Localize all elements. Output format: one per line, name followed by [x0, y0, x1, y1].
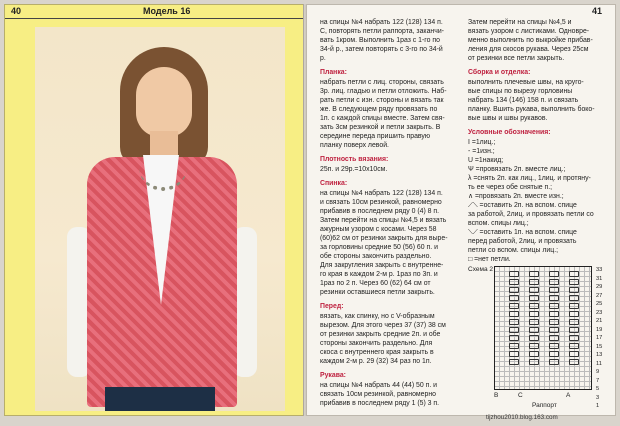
text-line: на спицы №4 набрать 122 (128) 134 п.: [320, 190, 443, 197]
row-label: 19: [596, 326, 603, 333]
row-label: 15: [596, 343, 603, 350]
row-label: 31: [596, 275, 603, 282]
row-labels: [596, 266, 602, 411]
text-line: скоса с внутреннего края закрыть в: [320, 349, 434, 356]
text-line: 25п. и 29р.=10х10см.: [320, 166, 388, 173]
left-page-header: [5, 5, 305, 19]
row-label: 21: [596, 318, 603, 324]
text-line: вать 1кром. Выполнить 1раз с 1-го по: [320, 37, 440, 44]
cable-column: [569, 271, 579, 387]
text-line: менно выполнить по выкройке прибав-: [468, 37, 593, 44]
text-line: связать 10см резинкой, равномерно: [320, 391, 436, 398]
text-line: каждом 2-м р. 29 (32) 34 раз по 1п.: [320, 358, 432, 365]
text-line: вязать, как спинку, но с V-образным: [320, 313, 435, 320]
legend-line: ⟋⟍ =оставить 2п. на вспом. спице: [468, 202, 577, 209]
instructions-column-1: [320, 18, 462, 413]
text-line: рать петли с изн. стороны и вязать так: [320, 97, 444, 104]
section-density: [320, 155, 462, 174]
text-line: р.: [320, 55, 326, 62]
instructions-column-2: [468, 18, 610, 269]
text-line: за горловины средние 50 (56) 60 п. и: [320, 244, 438, 251]
text-line: Для закругления закрыть с внутренне-: [320, 262, 444, 269]
text-line: от резинки все петли закрыть.: [468, 55, 565, 62]
text-line: на спицы №4 набрать 44 (44) 50 п. и: [320, 382, 438, 389]
right-page-number: 41: [592, 6, 603, 16]
text-line: планку поверх левой.: [320, 142, 389, 149]
text-line: ажурным узором с косами. Через 58: [320, 226, 437, 233]
section-back: [320, 179, 462, 297]
row-label: 5: [596, 386, 600, 392]
text-line: выполнить плечевые швы, на круго-: [468, 79, 584, 86]
row-label: 13: [596, 352, 603, 358]
text-line: от резинки закрыть средние 2п. и обе: [320, 331, 441, 338]
section-title: Перед:: [320, 303, 344, 310]
text-line: Затем перейти на спицы №4,5 и: [468, 19, 572, 26]
row-label: 33: [596, 267, 603, 273]
model-pants: [105, 387, 215, 411]
legend-line: Ψ =провязать 2п. вместе лиц.;: [468, 166, 566, 173]
section-front: [320, 302, 462, 366]
section-placket: [320, 68, 462, 150]
text-line: планку. Вшить рукава, выполнить боко-: [468, 106, 595, 113]
text-line: и связать 10см резинкой, равномерно: [320, 199, 442, 206]
text-line: стороны закончить раздельно. Для: [320, 340, 433, 347]
legend-line: I =1лиц.;: [468, 139, 496, 146]
legend-line: перед работой, 2лиц. и провязать: [468, 238, 577, 245]
text-line: вязать узором с листиками. Одновре-: [468, 28, 590, 35]
text-line: С, повторять петли раппорта, заканчи-: [320, 28, 444, 35]
section-legend: [468, 128, 610, 264]
section-title: Рукава:: [320, 372, 346, 379]
section-title: Условные обозначения:: [468, 129, 551, 136]
label-rapport: Раппорт: [532, 402, 557, 409]
legend-line: ∧ =провязать 2п. вместе изн.;: [468, 193, 564, 200]
text-line: 1п. с каждой спицы вместе. Затем свя-: [320, 115, 445, 122]
text-line: Затем перейти на спицы №4,5 и вязать: [320, 217, 447, 224]
legend-line: вспом. спицы лиц.;: [468, 220, 529, 227]
row-label: 1: [596, 403, 600, 409]
row-label: 27: [596, 292, 603, 299]
text-line: вые швы и швы рукавов.: [468, 115, 548, 122]
legend-line: ть ее через обе снятые п.;: [468, 184, 553, 191]
section-title: Сборка и отделка:: [468, 69, 531, 76]
left-page-number: 40: [11, 6, 22, 16]
section-sleeves: [320, 371, 462, 408]
schema-label: Схема 2: [468, 266, 493, 273]
row-label: 3: [596, 394, 600, 401]
section-title: Плотность вязания:: [320, 156, 389, 163]
section-assembly: [468, 68, 610, 123]
label-b: B: [494, 392, 499, 399]
knitting-chart: [468, 266, 614, 414]
intro-text-1: [320, 18, 462, 63]
chart-grid: [494, 266, 592, 390]
row-label: 23: [596, 309, 603, 316]
row-label: 11: [596, 360, 602, 367]
intro-text-2: [468, 18, 610, 63]
text-line: же. В следующем ряду провязать по: [320, 106, 438, 113]
text-line: набрать 134 (146) 158 п. и связать: [468, 97, 579, 104]
legend-line: - =1изн.;: [468, 148, 495, 155]
text-line: (60)62 см от резинки закрыть для выре-: [320, 235, 448, 242]
text-line: резинки оставшиеся петли закрыть.: [320, 289, 435, 296]
text-line: го края в каждом 2-м р. 1раз по 3п. и: [320, 271, 438, 278]
section-title: Спинка:: [320, 180, 348, 187]
left-page: [4, 4, 304, 416]
legend-line: □ =нет петли.: [468, 256, 511, 263]
legend-line: ⟍⟋ =оставить 1п. на вспом. спице: [468, 229, 577, 236]
row-label: 9: [596, 369, 600, 375]
legend-line: за работой, 2лиц. и провязать петли со: [468, 211, 594, 218]
text-line: 1раз по 2 п. Через 60 (62) 64 см от: [320, 280, 431, 287]
cable-column: [549, 271, 559, 387]
model-title: Модель 16: [143, 6, 191, 16]
text-line: набрать петли с лиц. стороны, связать: [320, 79, 444, 86]
text-line: на спицы №4 набрать 122 (128) 134 п.: [320, 19, 443, 26]
model-face: [136, 67, 192, 137]
row-label: 17: [596, 335, 603, 341]
footer-site: tijzhou2010.blog.163.com: [486, 414, 558, 421]
section-title: Планка:: [320, 69, 347, 76]
cable-column: [529, 271, 539, 387]
text-line: обе стороны закончить раздельно.: [320, 253, 432, 260]
model-photo: [35, 27, 285, 411]
cable-column: [509, 271, 519, 387]
row-label: 7: [596, 377, 600, 384]
legend-line: U =1накид;: [468, 157, 504, 164]
legend-line: петли со вспом. спицы лиц.;: [468, 247, 559, 254]
text-line: 34-й р., затем повторять с 3-го по 34-й: [320, 46, 443, 53]
text-line: 3р. лиц. гладью и петли отложить. Наб-: [320, 88, 447, 95]
text-line: середине переда пришить правую: [320, 133, 431, 140]
row-label: 25: [596, 301, 603, 307]
text-line: ления для скосов рукава. Через 25см: [468, 46, 589, 53]
text-line: прибавив в последнем ряду 0 (4) 8 п.: [320, 208, 440, 215]
text-line: зать 3см резинкой и петли закрыть. В: [320, 124, 441, 131]
text-line: вые спицы по вырезу горловины: [468, 88, 573, 95]
row-label: 29: [596, 284, 603, 290]
text-line: прибавив в последнем ряду 1 (5) 3 п.: [320, 400, 440, 407]
label-a: A: [566, 392, 571, 399]
label-c: C: [518, 392, 523, 399]
text-line: вырезом. Для этого через 37 (37) 38 см: [320, 322, 446, 329]
legend-line: λ =снять 2п. как лиц., 1лиц. и протяну-: [468, 175, 591, 182]
